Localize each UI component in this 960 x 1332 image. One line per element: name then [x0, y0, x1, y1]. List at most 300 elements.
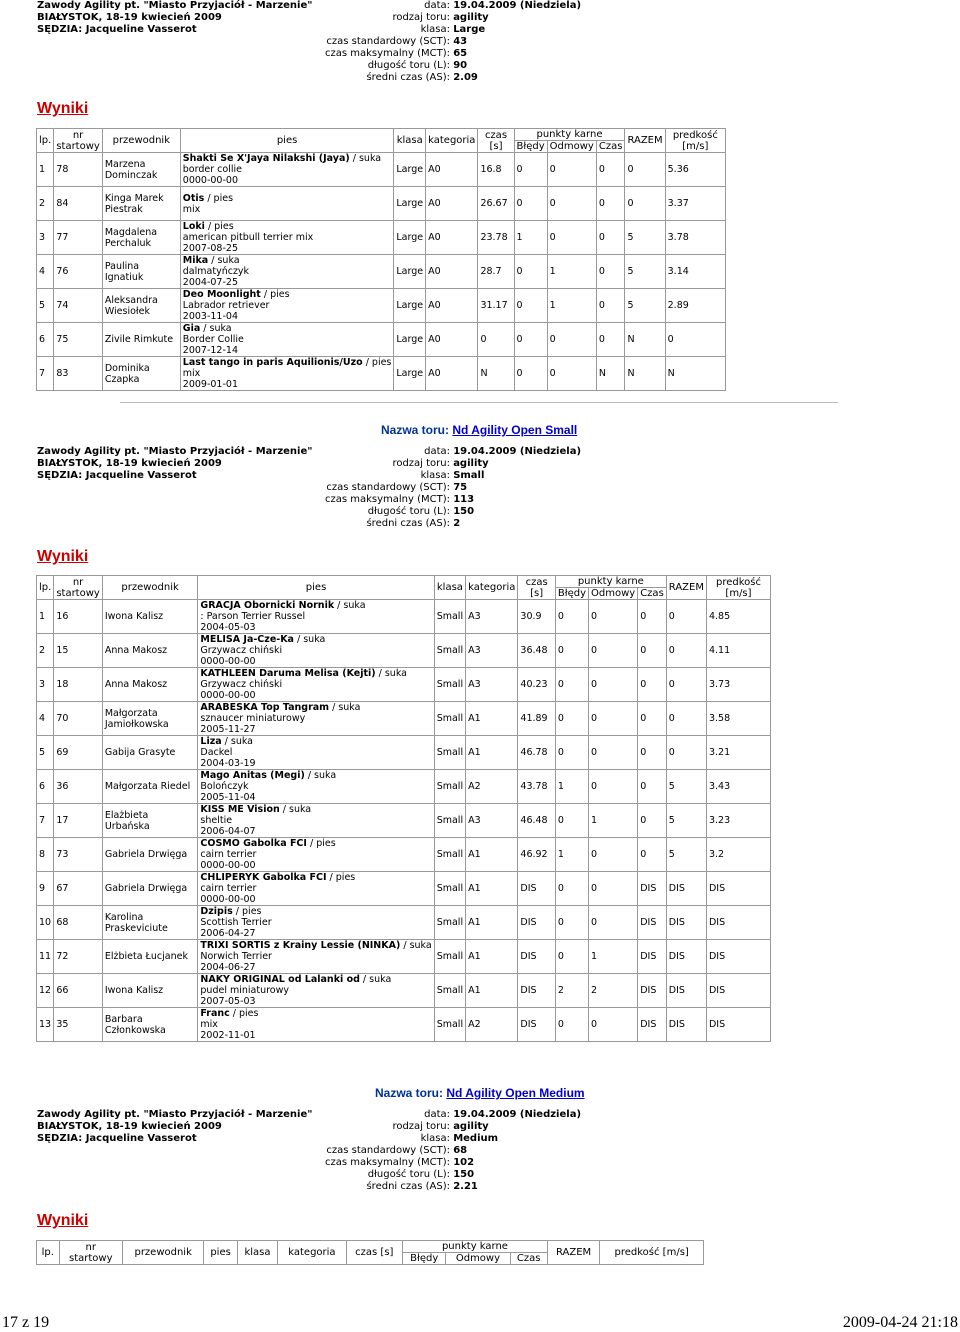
cell-czas: DIS	[518, 974, 555, 1008]
cell-czas: 40.23	[518, 668, 555, 702]
cell-razem: 5	[625, 289, 665, 323]
dog-sex: / suka	[375, 668, 407, 679]
cell-lp: 9	[37, 872, 54, 906]
cell-handler: Iwona Kalisz	[102, 974, 198, 1008]
dog-name: CHLIPERYK Gabolka FCI	[200, 872, 327, 883]
cell-bledy: 1	[555, 838, 588, 872]
cell-razem: DIS	[666, 1008, 706, 1042]
cell-kategoria: A3	[466, 600, 518, 634]
cell-handler: Barbara Członkowska	[102, 1008, 198, 1042]
cell-lp: 3	[37, 668, 54, 702]
cell-razem: 5	[625, 221, 665, 255]
col-punkty-karne: punkty karne	[514, 129, 625, 141]
dog-sex: / suka	[334, 600, 366, 611]
cell-razem: DIS	[666, 940, 706, 974]
cell-czas: DIS	[518, 1008, 555, 1042]
cell-handler: Kinga Marek Piestrak	[102, 187, 180, 221]
cell-predkosc: 3.14	[665, 255, 725, 289]
col-nr-label: nr	[72, 576, 84, 588]
dog-breed: cairn terrier	[200, 883, 257, 894]
col-startowy-label: startowy	[56, 587, 100, 599]
cell-razem: DIS	[666, 974, 706, 1008]
cell-dog	[198, 804, 434, 838]
table-row	[37, 600, 771, 634]
col-przewodnik: przewodnik	[102, 576, 198, 600]
dog-breed: american pitbull terrier mix	[182, 232, 314, 243]
col-razem: RAZEM	[625, 129, 665, 153]
cell-bledy: 1	[555, 770, 588, 804]
wyniki-heading: Wyniki	[37, 100, 89, 117]
cell-klasa: Small	[434, 702, 465, 736]
cell-kategoria: A3	[466, 634, 518, 668]
wyniki-heading: Wyniki	[37, 1212, 89, 1229]
cell-nr: 83	[54, 357, 103, 391]
cell-bledy: 0	[555, 600, 588, 634]
cell-odmowy: 0	[589, 702, 638, 736]
cell-kategoria: A0	[426, 255, 478, 289]
col-czas: czas [s]	[346, 1241, 403, 1265]
cell-czas: 26.67	[478, 187, 514, 221]
col-nr-label: nr	[85, 1241, 96, 1253]
cell-kategoria: A2	[466, 770, 518, 804]
dog-born: 2004-03-19	[200, 758, 256, 769]
dog-name: KISS ME Vision	[200, 804, 280, 815]
cell-klasa: Large	[394, 255, 426, 289]
cell-odmowy: 0	[589, 736, 638, 770]
cell-razem: 5	[666, 804, 706, 838]
cell-handler: Małgorzata Riedel	[102, 770, 198, 804]
col-bledy: Błędy	[403, 1253, 446, 1265]
col-razem: RAZEM	[666, 576, 706, 600]
cell-czas-karny: 0	[596, 255, 625, 289]
cell-bledy: 1	[514, 221, 547, 255]
cell-razem: N	[625, 357, 665, 391]
cell-bledy: 0	[555, 940, 588, 974]
cell-odmowy: 1	[547, 255, 596, 289]
course-info: data: 19.04.2009 (Niedziela) rodzaj toru: agility klasa: Small czas standardowy (SCT): 75 czas maksymalny (MCT): 113 długość toru (L): 150 średni czas (AS): 2	[324, 446, 582, 529]
cell-razem: 0	[666, 736, 706, 770]
cell-klasa: Small	[434, 736, 465, 770]
col-czas-karny: Czas	[510, 1253, 547, 1265]
dog-sex: / suka	[304, 770, 337, 781]
dog-name: COSMO Gabolka FCI	[200, 838, 307, 849]
cell-lp: 13	[37, 1008, 54, 1042]
col-pies: pies	[180, 129, 394, 153]
cell-bledy: 0	[555, 1008, 588, 1042]
col-czas: czas [s]	[518, 576, 555, 600]
cell-razem: 0	[666, 600, 706, 634]
cell-czas: 30.9	[518, 600, 555, 634]
cell-czas: 36.48	[518, 634, 555, 668]
cell-nr: 68	[54, 906, 103, 940]
cell-razem: 5	[666, 770, 706, 804]
cell-czas: 28.7	[478, 255, 514, 289]
cell-czas: 0	[478, 323, 514, 357]
col-odmowy: Odmowy	[446, 1253, 510, 1265]
cell-dog	[180, 187, 394, 221]
cell-lp: 12	[37, 974, 54, 1008]
col-startowy-label: startowy	[69, 1252, 113, 1264]
col-klasa: klasa	[434, 576, 465, 600]
dog-born: 0000-00-00	[200, 656, 256, 667]
cell-lp: 1	[37, 153, 54, 187]
cell-predkosc: DIS	[706, 872, 770, 906]
cell-czas-karny: 0	[638, 838, 667, 872]
col-nr	[59, 1241, 122, 1265]
cell-odmowy: 0	[589, 668, 638, 702]
dog-breed: Bolończyk	[200, 781, 249, 792]
col-lp: lp.	[37, 1241, 60, 1265]
cell-predkosc: DIS	[706, 1008, 770, 1042]
cell-klasa: Large	[394, 221, 426, 255]
dog-name: NAKY ORIGINAL od Lalanki od	[200, 974, 360, 985]
cell-lp: 6	[37, 770, 54, 804]
cell-nr: 15	[54, 634, 103, 668]
cell-dog	[198, 974, 434, 1008]
dog-sex: / suka	[400, 940, 432, 951]
cell-predkosc: DIS	[706, 940, 770, 974]
cell-czas-karny: 0	[596, 153, 625, 187]
cell-kategoria: A1	[466, 974, 518, 1008]
cell-dog	[198, 906, 434, 940]
cell-czas-karny: DIS	[638, 974, 667, 1008]
cell-razem: 0	[666, 634, 706, 668]
cell-klasa: Small	[434, 940, 465, 974]
dog-breed: Grzywacz chiński	[200, 679, 283, 690]
cell-predkosc: 3.23	[706, 804, 770, 838]
cell-czas-karny: 0	[638, 600, 667, 634]
dog-name: TRIXI SORTIS z Krainy Lessie (NINKA)	[200, 940, 401, 951]
dog-sex: / suka	[221, 736, 254, 747]
dog-born: 2006-04-27	[200, 928, 256, 939]
cell-handler: Magdalena Perchaluk	[102, 221, 180, 255]
cell-czas: 43.78	[518, 770, 555, 804]
cell-dog	[198, 940, 434, 974]
col-razem: RAZEM	[547, 1241, 599, 1265]
dog-born: 2004-07-25	[182, 277, 238, 288]
dog-name: Deo Moonlight	[182, 289, 261, 300]
cell-handler: Zivile Rimkute	[102, 323, 180, 357]
dog-breed: dalmatyńczyk	[182, 266, 250, 277]
cell-kategoria: A3	[466, 668, 518, 702]
cell-klasa: Large	[394, 187, 426, 221]
dog-breed: pudel miniaturowy	[200, 985, 289, 996]
results-table-small	[36, 575, 771, 1042]
cell-dog	[180, 357, 394, 391]
cell-czas-karny: DIS	[638, 1008, 667, 1042]
cell-klasa: Large	[394, 323, 426, 357]
cell-nr: 70	[54, 702, 103, 736]
table-row	[37, 804, 771, 838]
dog-name: Gia	[182, 323, 201, 334]
cell-dog	[180, 255, 394, 289]
dog-breed: cairn terrier	[200, 849, 257, 860]
cell-predkosc: 3.43	[706, 770, 770, 804]
cell-predkosc: 5.36	[665, 153, 725, 187]
cell-predkosc: 0	[665, 323, 725, 357]
cell-lp: 10	[37, 906, 54, 940]
cell-bledy: 0	[514, 153, 547, 187]
cell-handler: Gabriela Drwięga	[102, 872, 198, 906]
cell-bledy: 0	[555, 736, 588, 770]
cell-czas: DIS	[518, 872, 555, 906]
cell-predkosc: 2.89	[665, 289, 725, 323]
dog-sex: / pies	[306, 838, 336, 849]
event-title: Zawody Agility pt. "Miasto Przyjaciół - Marzenie"	[37, 0, 313, 11]
cell-odmowy: 0	[589, 838, 638, 872]
cell-bledy: 0	[555, 634, 588, 668]
dog-born: 2004-06-27	[200, 962, 256, 973]
cell-klasa: Large	[394, 289, 426, 323]
col-nr-label: nr	[72, 129, 84, 141]
cell-bledy: 0	[555, 906, 588, 940]
cell-bledy: 0	[555, 668, 588, 702]
cell-klasa: Small	[434, 668, 465, 702]
cell-dog	[198, 736, 434, 770]
col-klasa: klasa	[394, 129, 426, 153]
col-kategoria: kategoria	[466, 576, 518, 600]
dog-sex: / suka	[208, 255, 240, 266]
table-row	[37, 872, 771, 906]
event-place: BIAŁYSTOK, 18-19 kwiecień 2009	[37, 12, 222, 23]
event-judge: SĘDZIA: Jacqueline Vasserot	[37, 470, 197, 481]
dog-born: 2005-11-04	[200, 792, 256, 803]
col-czas-karny: Czas	[596, 141, 625, 153]
cell-odmowy: 0	[589, 906, 638, 940]
dog-breed: mix	[200, 1019, 218, 1030]
dog-born: 2002-11-01	[200, 1030, 256, 1041]
event-title: Zawody Agility pt. "Miasto Przyjaciół - Marzenie"	[37, 446, 313, 457]
dog-sex: / suka	[349, 153, 382, 164]
table-row	[37, 153, 726, 187]
course-name-link[interactable]: Nd Agility Open Small	[452, 423, 578, 437]
dog-born: 2007-08-25	[182, 243, 238, 254]
cell-kategoria: A1	[466, 838, 518, 872]
event-place: BIAŁYSTOK, 18-19 kwiecień 2009	[37, 458, 222, 469]
cell-odmowy: 0	[589, 872, 638, 906]
dog-sex: / pies	[232, 906, 262, 917]
cell-odmowy: 0	[589, 600, 638, 634]
print-timestamp: 2009-04-24 21:18	[842, 1314, 958, 1331]
dog-born: 0000-00-00	[182, 175, 238, 186]
dog-name: KATHLEEN Daruma Melisa (Kejti)	[200, 668, 376, 679]
dog-breed: Scottish Terrier	[200, 917, 272, 928]
table-row	[37, 634, 771, 668]
cell-kategoria: A0	[426, 187, 478, 221]
cell-bledy: 0	[514, 323, 547, 357]
cell-kategoria: A1	[466, 940, 518, 974]
cell-klasa: Small	[434, 1008, 465, 1042]
cell-predkosc: 3.73	[706, 668, 770, 702]
table-row	[37, 838, 771, 872]
cell-bledy: 2	[555, 974, 588, 1008]
col-nr	[54, 576, 103, 600]
cell-dog	[198, 668, 434, 702]
dog-name: Dzipis	[200, 906, 233, 917]
dog-breed: border collie	[182, 164, 242, 175]
dog-born: 2007-05-03	[200, 996, 256, 1007]
cell-razem: 0	[625, 187, 665, 221]
dog-name: Last tango in paris Aquilionis/Uzo	[182, 357, 363, 368]
dog-born: 2006-04-07	[200, 826, 256, 837]
cell-dog	[198, 600, 434, 634]
cell-odmowy: 0	[589, 770, 638, 804]
cell-odmowy: 1	[547, 289, 596, 323]
cell-czas-karny: DIS	[638, 906, 667, 940]
dog-born: 0000-00-00	[200, 860, 256, 871]
results-table-large	[36, 128, 726, 391]
dog-born: 2004-05-03	[200, 622, 256, 633]
dog-breed: : Parson Terrier Russel	[200, 611, 306, 622]
cell-handler: Iwona Kalisz	[102, 600, 198, 634]
cell-bledy: 0	[555, 804, 588, 838]
cell-kategoria: A2	[466, 1008, 518, 1042]
cell-odmowy: 0	[547, 323, 596, 357]
dog-name: Mago Anitas (Megi)	[200, 770, 305, 781]
col-punkty-karne: punkty karne	[403, 1241, 548, 1253]
col-kategoria: kategoria	[278, 1241, 346, 1265]
dog-breed: sznaucer miniaturowy	[200, 713, 306, 724]
page-number: 17 z 19	[2, 1314, 50, 1331]
cell-nr: 66	[54, 974, 103, 1008]
cell-bledy: 0	[555, 872, 588, 906]
cell-handler: Małgorzata Jamiołkowska	[102, 702, 198, 736]
table-row	[37, 668, 771, 702]
cell-czas-karny: 0	[638, 770, 667, 804]
cell-predkosc: N	[665, 357, 725, 391]
dog-name: Mika	[182, 255, 209, 266]
dog-born: 2007-12-14	[182, 345, 238, 356]
cell-nr: 16	[54, 600, 103, 634]
cell-lp: 11	[37, 940, 54, 974]
cell-dog	[180, 323, 394, 357]
cell-predkosc: 4.11	[706, 634, 770, 668]
col-przewodnik: przewodnik	[122, 1241, 204, 1265]
cell-nr: 75	[54, 323, 103, 357]
table-row	[37, 736, 771, 770]
cell-lp: 6	[37, 323, 54, 357]
cell-czas: 46.92	[518, 838, 555, 872]
dog-born: 2005-11-27	[200, 724, 256, 735]
table-row	[37, 357, 726, 391]
cell-czas-karny: 0	[638, 634, 667, 668]
dog-sex: / suka	[293, 634, 326, 645]
cell-bledy: 0	[514, 289, 547, 323]
dog-born: 0000-00-00	[200, 690, 256, 701]
cell-razem: 0	[625, 153, 665, 187]
table-row	[37, 770, 771, 804]
cell-razem: 5	[666, 838, 706, 872]
cell-bledy: 0	[514, 255, 547, 289]
cell-razem: 0	[666, 668, 706, 702]
cell-nr: 17	[54, 804, 103, 838]
dog-breed: mix	[182, 203, 201, 215]
cell-klasa: Small	[434, 974, 465, 1008]
cell-nr: 84	[54, 187, 103, 221]
table-row	[37, 1008, 771, 1042]
dog-born: 2003-11-04	[182, 311, 238, 322]
cell-klasa: Small	[434, 770, 465, 804]
cell-handler: Gabriela Drwięga	[102, 838, 198, 872]
table-row	[37, 323, 726, 357]
course-info: data: 19.04.2009 (Niedziela) rodzaj toru: agility klasa: Medium czas standardowy (SCT): 68 czas maksymalny (MCT): 102 długość toru (L): 150 średni czas (AS): 2.21	[324, 1109, 582, 1192]
course-name: Nazwa toru: Nd Agility Open Medium	[375, 1086, 585, 1100]
cell-kategoria: A0	[426, 323, 478, 357]
cell-czas: 23.78	[478, 221, 514, 255]
course-name-link[interactable]: Nd Agility Open Medium	[446, 1086, 585, 1100]
dog-sex: / pies	[362, 357, 392, 368]
cell-czas-karny: DIS	[638, 940, 667, 974]
cell-czas: 16.8	[478, 153, 514, 187]
cell-klasa: Small	[434, 872, 465, 906]
table-row	[37, 255, 726, 289]
cell-czas-karny: DIS	[638, 872, 667, 906]
col-lp: lp.	[37, 129, 54, 153]
cell-dog	[198, 838, 434, 872]
event-title: Zawody Agility pt. "Miasto Przyjaciół - Marzenie"	[37, 1109, 313, 1120]
cell-razem: 0	[666, 702, 706, 736]
cell-czas-karny: 0	[638, 702, 667, 736]
col-pies: pies	[198, 576, 434, 600]
cell-dog	[198, 1008, 434, 1042]
wyniki-heading: Wyniki	[37, 548, 89, 565]
cell-handler: Aleksandra Wiesiołek	[102, 289, 180, 323]
col-nr	[54, 129, 103, 153]
cell-lp: 5	[37, 289, 54, 323]
cell-predkosc: 4.85	[706, 600, 770, 634]
dog-born: 2009-01-01	[182, 379, 238, 390]
dog-breed: Border Collie	[182, 334, 244, 345]
dog-name: MELISA Ja-Cze-Ka	[200, 634, 294, 645]
cell-lp: 5	[37, 736, 54, 770]
dog-sex: / pies	[260, 289, 290, 300]
cell-handler: Anna Makosz	[102, 668, 198, 702]
cell-odmowy: 1	[589, 940, 638, 974]
cell-nr: 72	[54, 940, 103, 974]
cell-odmowy: 0	[589, 634, 638, 668]
cell-czas-karny: 0	[638, 804, 667, 838]
cell-czas-karny: N	[596, 357, 625, 391]
cell-razem: DIS	[666, 906, 706, 940]
cell-czas: DIS	[518, 940, 555, 974]
dog-sex: / suka	[200, 323, 232, 334]
cell-nr: 67	[54, 872, 103, 906]
dog-breed: Labrador retriever	[182, 300, 270, 311]
cell-nr: 78	[54, 153, 103, 187]
cell-predkosc: 3.78	[665, 221, 725, 255]
col-predkosc: predkość [m/s]	[706, 576, 770, 600]
cell-dog	[198, 770, 434, 804]
dog-breed: Dackel	[200, 747, 233, 758]
cell-odmowy: 2	[589, 974, 638, 1008]
dog-name: GRACJA Obornicki Nornik	[200, 600, 335, 611]
cell-lp: 4	[37, 255, 54, 289]
event-judge: SĘDZIA: Jacqueline Vasserot	[37, 1133, 197, 1144]
table-row	[37, 221, 726, 255]
cell-nr: 76	[54, 255, 103, 289]
table-row	[37, 940, 771, 974]
cell-nr: 73	[54, 838, 103, 872]
cell-kategoria: A1	[466, 906, 518, 940]
cell-klasa: Small	[434, 906, 465, 940]
cell-odmowy: 1	[589, 804, 638, 838]
cell-kategoria: A0	[426, 289, 478, 323]
results-table-medium	[36, 1240, 704, 1265]
cell-czas-karny: 0	[596, 289, 625, 323]
cell-lp: 3	[37, 221, 54, 255]
cell-nr: 35	[54, 1008, 103, 1042]
cell-lp: 2	[37, 187, 54, 221]
